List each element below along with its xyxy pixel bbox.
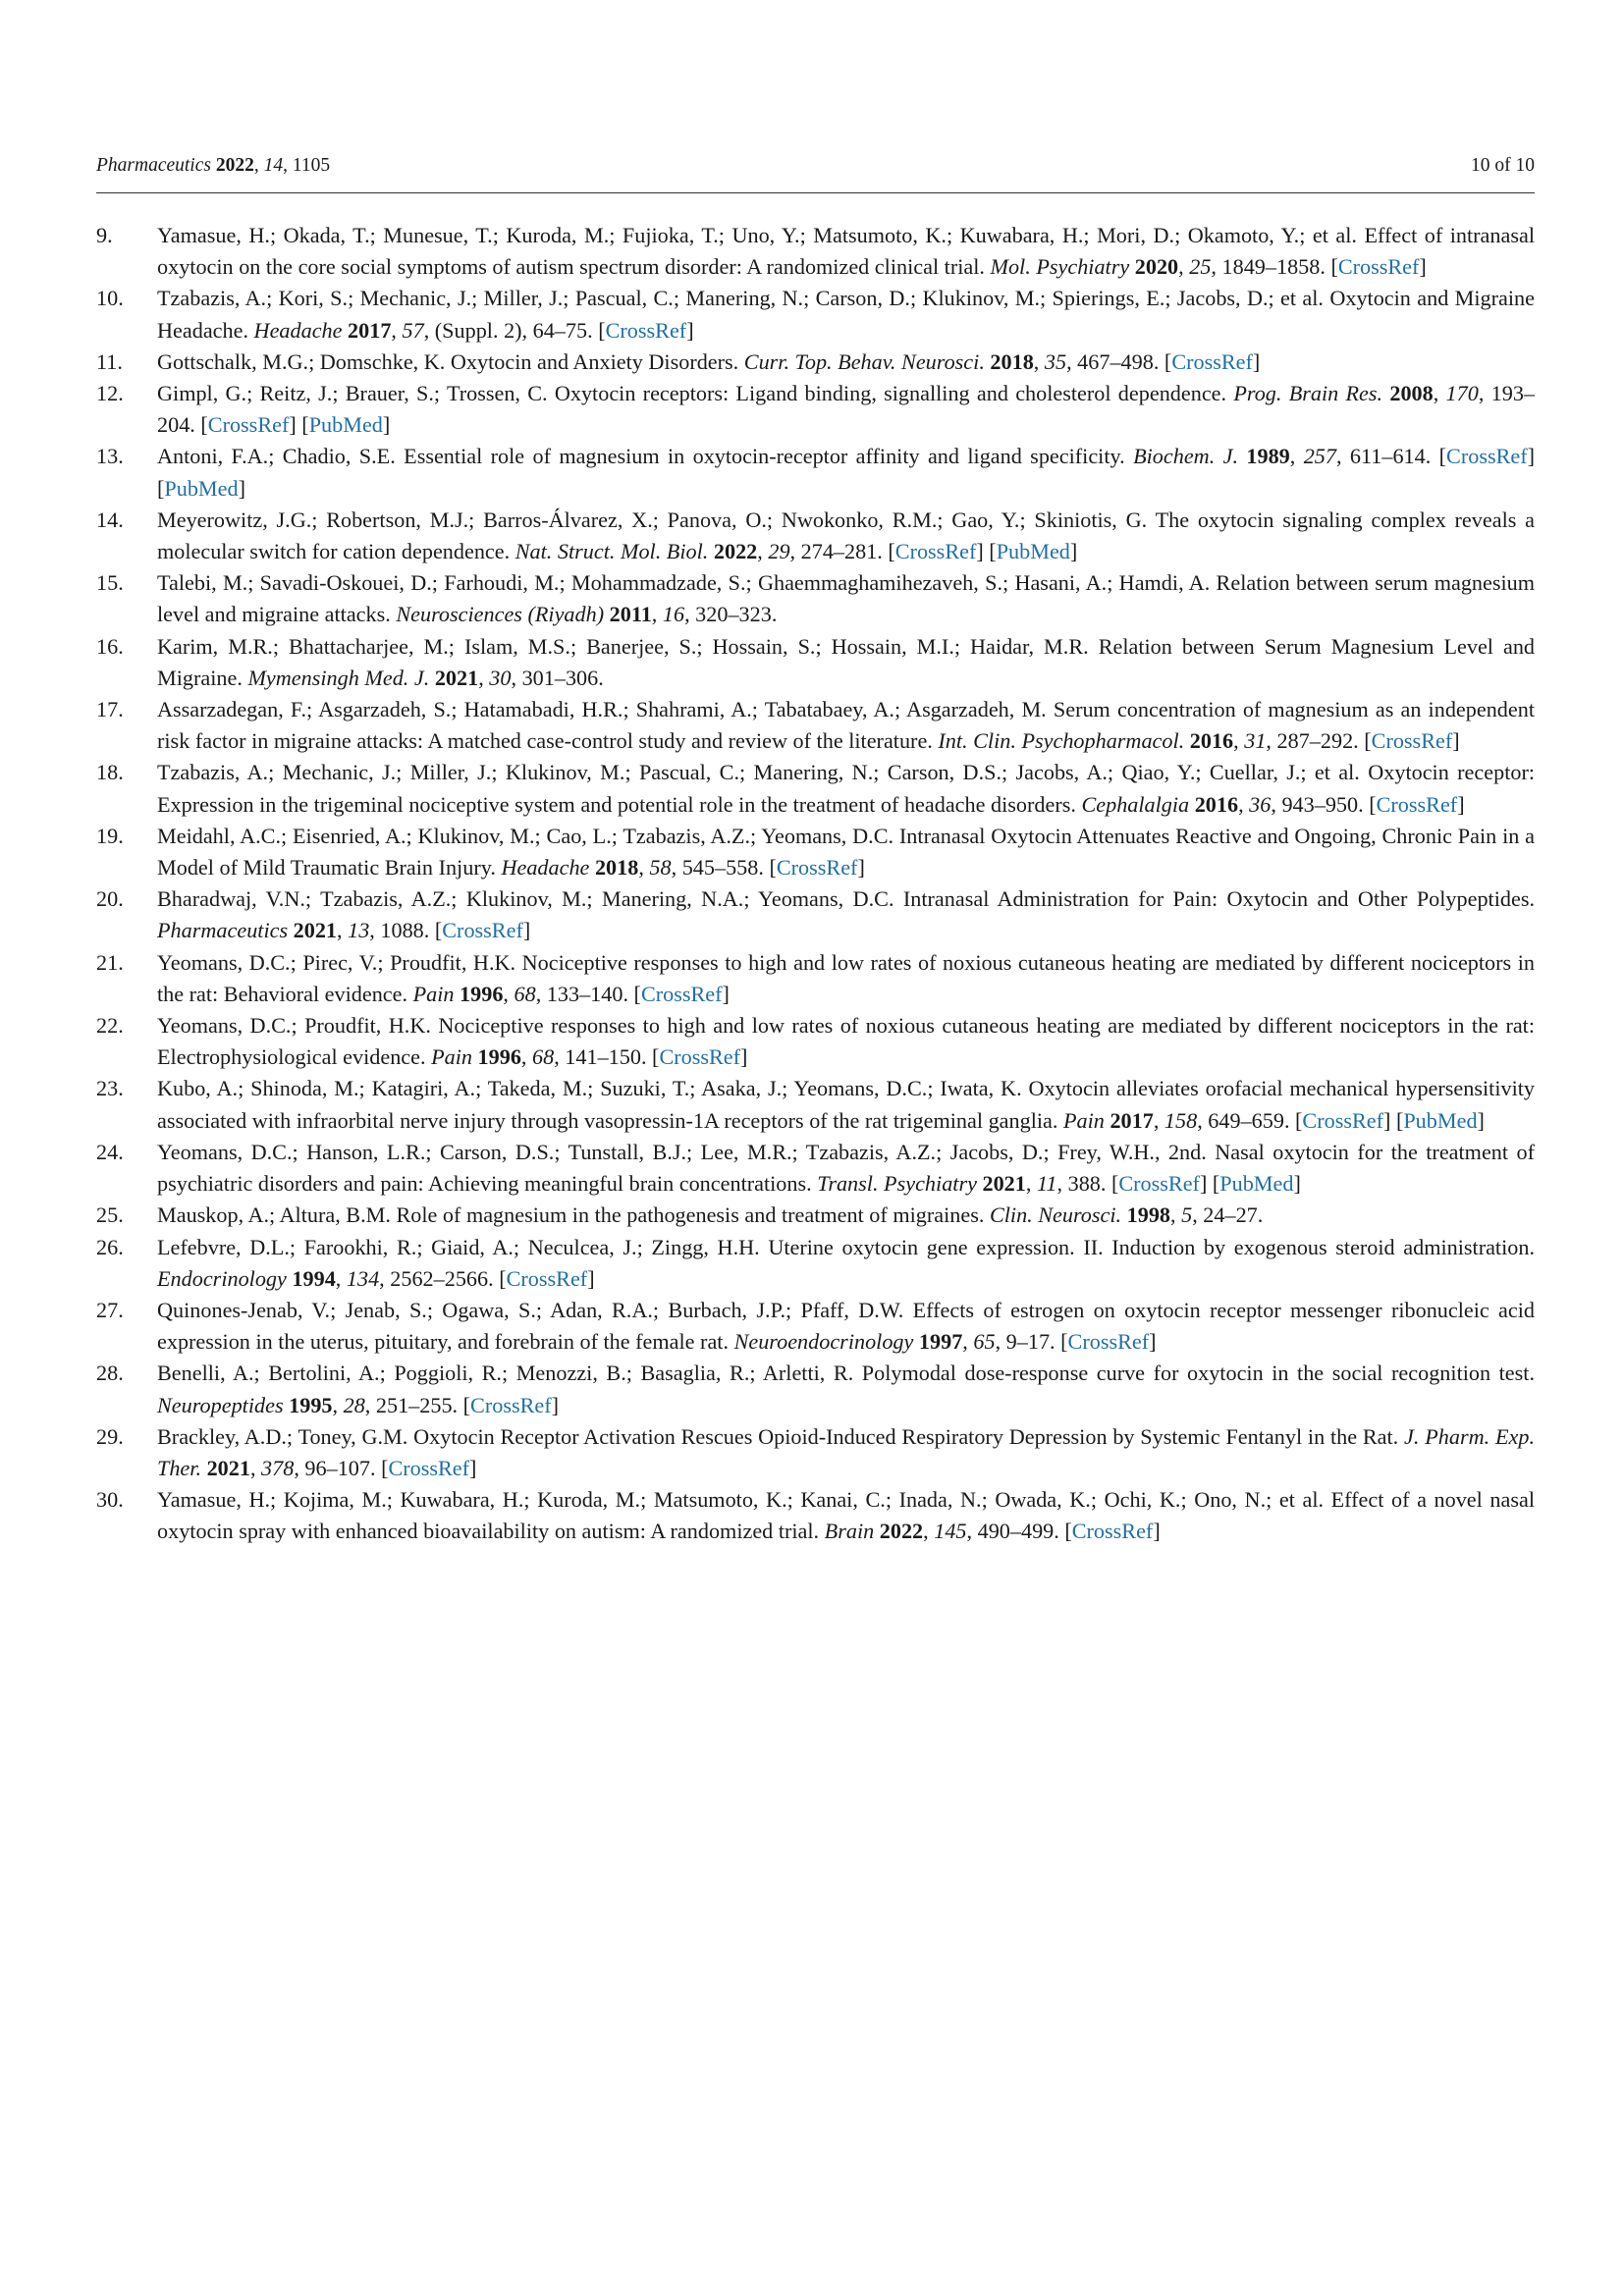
link-crossref[interactable]: CrossRef <box>1067 1329 1150 1355</box>
reference-title: Oxytocin alleviates orofacial mechanical hypersensitivity associated with infraorbital nerve injury through vasopressin-1A receptors of the rat trigeminal ganglia. <box>157 1076 1535 1133</box>
reference-item: 13. Antoni, F.A.; Chadio, S.E. Essential role of magnesium in oxytocin-receptor affinity and ligand specificity. Biochem. J. 1989, 257, 611–614. [CrossRef] [PubMed] <box>96 441 1535 504</box>
reference-authors: Brackley, A.D.; Toney, G.M. <box>157 1423 408 1449</box>
reference-links: [CrossRef] [PubMed] <box>157 444 1536 501</box>
reference-year: 2021 <box>982 1171 1026 1197</box>
journal-volume: 14 <box>263 155 284 176</box>
reference-journal: Nat. Struct. Mol. Biol. <box>514 539 709 564</box>
reference-journal: Biochem. J. <box>1133 444 1239 469</box>
reference-volume: 257 <box>1303 444 1336 469</box>
reference-pages: (Suppl. 2), 64–75. <box>434 317 593 343</box>
reference-year: 2017 <box>1110 1107 1154 1133</box>
reference-authors: Tzabazis, A.; Mechanic, J.; Miller, J.; Klukinov, M.; Pascual, C.; Manering, N.; Carson, D.S.; Jacobs, A.; Qiao, Y.; Cuellar, J.; et al. <box>157 760 1360 785</box>
reference-number: 17. <box>96 697 124 722</box>
reference-authors: Yeomans, D.C.; Pirec, V.; Proudfit, H.K. <box>157 949 516 975</box>
reference-authors: Kubo, A.; Shinoda, M.; Katagiri, A.; Takeda, M.; Suzuki, T.; Asaka, J.; Yeomans, D.C.; Iwata, K. <box>157 1076 1022 1101</box>
reference-number: 15. <box>96 570 124 596</box>
link-pubmed[interactable]: PubMed <box>1219 1171 1294 1197</box>
reference-authors: Talebi, M.; Savadi-Oskouei, D.; Farhoudi, M.; Mohammadzade, S.; Ghaemmaghamihezaveh, S.; Hasani, A.; Hamdi, A. <box>157 570 1211 596</box>
reference-volume: 134 <box>346 1265 380 1291</box>
reference-item: 18. Tzabazis, A.; Mechanic, J.; Miller, J.; Klukinov, M.; Pascual, C.; Manering, N.; Carson, D.S.; Jacobs, A.; Qiao, Y.; Cuellar, J.; et al. Oxytocin receptor: Expression in the trigeminal nociceptive system and potential role in the treatment of headache disorders. Cephalalgia 2016, 36, 943–950. [CrossRef] <box>96 757 1535 820</box>
reference-number: 21. <box>96 949 124 975</box>
reference-number: 28. <box>96 1361 124 1386</box>
reference-journal: Clin. Neurosci. <box>989 1202 1122 1228</box>
reference-year: 2022 <box>879 1519 924 1544</box>
reference-journal: Neuropeptides <box>157 1392 284 1417</box>
link-pubmed[interactable]: PubMed <box>164 475 239 501</box>
reference-journal: Headache <box>501 855 590 881</box>
reference-authors: Karim, M.R.; Bhattacharjee, M.; Islam, M.S.; Banerjee, S.; Hossain, S.; Hossain, M.I.; Haidar, M.R. <box>157 633 1089 659</box>
reference-volume: 65 <box>973 1329 996 1355</box>
reference-title: Essential role of magnesium in oxytocin-receptor affinity and ligand specificity. <box>404 444 1125 469</box>
link-crossref[interactable]: CrossRef <box>506 1265 588 1291</box>
reference-journal: Neuroendocrinology <box>733 1329 914 1355</box>
reference-pages: 251–255. <box>375 1392 459 1417</box>
reference-title: Oxytocin and Anxiety Disorders. <box>450 348 739 374</box>
reference-item: 17. Assarzadegan, F.; Asgarzadeh, S.; Hatamabadi, H.R.; Shahrami, A.; Tabatabaey, A.; Asgarzadeh, M. Serum concentration of magnesium as an independent risk factor in migraine attacks: A matched case-control study and review of the literature. Int. Clin. Psychopharmacol. 2016, 31, 287–292. [CrossRef] <box>96 694 1535 757</box>
reference-item: 16. Karim, M.R.; Bhattacharjee, M.; Islam, M.S.; Banerjee, S.; Hossain, S.; Hossain, M.I.; Haidar, M.R. Relation between Serum Magnesium Level and Migraine. Mymensingh Med. J. 2021, 30, 301–306. <box>96 631 1535 694</box>
reference-volume: 5 <box>1181 1202 1193 1228</box>
link-crossref[interactable]: CrossRef <box>388 1455 470 1480</box>
reference-volume: 25 <box>1189 254 1212 280</box>
reference-number: 18. <box>96 760 124 785</box>
reference-number: 30. <box>96 1487 124 1513</box>
reference-title: Nociceptive responses to high and low rates of noxious cutaneous heating are mediated by different nociceptors in the rat: Behavioral evidence. <box>157 949 1536 1006</box>
reference-authors: Assarzadegan, F.; Asgarzadeh, S.; Hatamabadi, H.R.; Shahrami, A.; Tabatabaey, A.; Asgarzadeh, M. <box>157 697 1047 722</box>
link-crossref[interactable]: CrossRef <box>1371 728 1453 754</box>
reference-year: 2011 <box>609 602 652 627</box>
reference-title: Effect of a novel nasal oxytocin spray with enhanced bioavailability on autism: A randomized trial. <box>157 1487 1535 1544</box>
reference-number: 24. <box>96 1139 124 1164</box>
reference-title: Effect of intranasal oxytocin on the core social symptoms of autism spectrum disorder: A randomized clinical trial. <box>157 223 1535 280</box>
reference-volume: 170 <box>1445 381 1479 406</box>
link-crossref[interactable]: CrossRef <box>442 918 523 943</box>
reference-pages: 193–204. <box>157 381 1536 438</box>
reference-pages: 141–150. <box>565 1044 647 1070</box>
reference-pages: 388. <box>1067 1171 1107 1197</box>
reference-item: 11. Gottschalk, M.G.; Domschke, K. Oxytocin and Anxiety Disorders. Curr. Top. Behav. Neurosci. 2018, 35, 467–498. [CrossRef] <box>96 347 1535 378</box>
journal-name: Pharmaceutics <box>96 155 211 176</box>
reference-item: 22. Yeomans, D.C.; Proudfit, H.K. Nociceptive responses to high and low rates of noxious cutaneous heating are mediated by different nociceptors in the rat: Electrophysiological evidence. Pain 1996, 68, 141–150. [CrossRef] <box>96 1010 1535 1073</box>
reference-volume: 378 <box>261 1455 295 1480</box>
reference-volume: 11 <box>1036 1171 1057 1197</box>
reference-year: 1997 <box>918 1329 963 1355</box>
reference-authors: Yeomans, D.C.; Hanson, L.R.; Carson, D.S.; Tunstall, B.J.; Lee, M.R.; Tzabazis, A.Z.; Jacobs, D.; Frey, W.H., 2nd. <box>157 1139 1207 1164</box>
reference-title: Uterine oxytocin gene expression. II. Induction by exogenous steroid administration. <box>768 1234 1535 1259</box>
reference-year: 2021 <box>434 665 479 690</box>
reference-number: 20. <box>96 886 124 912</box>
reference-links: [CrossRef] <box>1159 348 1261 374</box>
reference-journal: Prog. Brain Res. <box>1233 381 1383 406</box>
reference-year: 2020 <box>1134 254 1179 280</box>
reference-pages: 301–306. <box>521 665 604 690</box>
reference-authors: Bharadwaj, V.N.; Tzabazis, A.Z.; Klukinov, M.; Manering, N.A.; Yeomans, D.C. <box>157 886 894 912</box>
link-crossref[interactable]: CrossRef <box>1337 254 1420 280</box>
reference-number: 26. <box>96 1234 124 1259</box>
journal-citation: Pharmaceutics 2022, 14, 1105 <box>96 155 331 176</box>
reference-item: 24. Yeomans, D.C.; Hanson, L.R.; Carson, D.S.; Tunstall, B.J.; Lee, M.R.; Tzabazis, A.Z.; Jacobs, D.; Frey, W.H., 2nd. Nasal oxytocin for the treatment of psychiatric disorders and pain: Achieving meaningful brain concentrations. Transl. Psychiatry 2021, 11, 388. [CrossRef] [PubMed] <box>96 1137 1535 1200</box>
reference-item: 23. Kubo, A.; Shinoda, M.; Katagiri, A.; Takeda, M.; Suzuki, T.; Asaka, J.; Yeomans, D.C.; Iwata, K. Oxytocin alleviates orofacial mechanical hypersensitivity associated with infraorbital nerve injury through vasopressin-1A receptors of the rat trigeminal ganglia. Pain 2017, 158, 649–659. [CrossRef] [PubMed] <box>96 1073 1535 1136</box>
reference-year: 2008 <box>1389 381 1434 406</box>
reference-number: 16. <box>96 633 124 659</box>
reference-title: Oxytocin receptors: Ligand binding, signalling and cholesterol dependence. <box>554 381 1227 406</box>
reference-volume: 29 <box>768 539 790 564</box>
reference-number: 11. <box>96 348 123 374</box>
reference-year: 2017 <box>348 317 392 343</box>
reference-title: Oxytocin receptor: Expression in the trigeminal nociceptive system and potential role in the treatment of headache disorders. <box>157 760 1536 817</box>
link-pubmed[interactable]: PubMed <box>308 412 383 438</box>
reference-pages: 943–950. <box>1281 791 1364 817</box>
link-crossref[interactable]: CrossRef <box>470 1392 552 1417</box>
reference-title: Relation between serum magnesium level and migraine attacks. <box>157 570 1536 627</box>
link-pubmed[interactable]: PubMed <box>996 539 1070 564</box>
article-number: 1105 <box>292 155 331 176</box>
reference-pages: 545–558. <box>681 855 764 881</box>
header-rule <box>96 192 1535 193</box>
reference-number: 25. <box>96 1202 124 1228</box>
link-crossref[interactable]: CrossRef <box>207 412 290 438</box>
reference-authors: Tzabazis, A.; Kori, S.; Mechanic, J.; Miller, J.; Pascual, C.; Manering, N.; Carson, D.; Klukinov, M.; Spierings, E.; Jacobs, D.; et al. <box>157 286 1324 311</box>
reference-links: [CrossRef] <box>646 1044 748 1070</box>
reference-volume: 145 <box>934 1519 967 1544</box>
reference-pages: 9–17. <box>1005 1329 1056 1355</box>
reference-number: 23. <box>96 1076 124 1101</box>
link-crossref[interactable]: CrossRef <box>640 981 723 1006</box>
reference-authors: Yeomans, D.C.; Proudfit, H.K. <box>157 1013 431 1039</box>
reference-pages: 467–498. <box>1077 348 1160 374</box>
reference-volume: 28 <box>343 1392 365 1417</box>
reference-journal: Brain <box>824 1519 875 1544</box>
reference-authors: Meidahl, A.C.; Eisenried, A.; Klukinov, M.; Cao, L.; Tzabazis, A.Z.; Yeomans, D.C. <box>157 823 894 848</box>
journal-year: 2022 <box>215 155 254 176</box>
reference-authors: Mauskop, A.; Altura, B.M. <box>157 1202 391 1228</box>
reference-authors: Quinones-Jenab, V.; Jenab, S.; Ogawa, S.; Adan, R.A.; Burbach, J.P.; Pfaff, D.W. <box>157 1297 904 1322</box>
reference-item: 27. Quinones-Jenab, V.; Jenab, S.; Ogawa, S.; Adan, R.A.; Burbach, J.P.; Pfaff, D.W. Effects of estrogen on oxytocin receptor messenger ribonucleic acid expression in the uterus, pituitary, and forebrain of the female rat. Neuroendocrinology 1997, 65, 9–17. [CrossRef] <box>96 1295 1535 1358</box>
reference-item: 28. Benelli, A.; Bertolini, A.; Poggioli, R.; Menozzi, B.; Basaglia, R.; Arletti, R. Polymodal dose-response curve for oxytocin in the social recognition test. Neuropeptides 1995, 28, 251–255. [CrossRef] <box>96 1358 1535 1420</box>
reference-item: 26. Lefebvre, D.L.; Farookhi, R.; Giaid, A.; Neculcea, J.; Zingg, H.H. Uterine oxytocin gene expression. II. Induction by exogenous steroid administration. Endocrinology 1994, 134, 2562–2566. [CrossRef] <box>96 1232 1535 1295</box>
reference-journal: Headache <box>253 317 343 343</box>
reference-year: 1995 <box>289 1392 333 1417</box>
reference-year: 1989 <box>1246 444 1290 469</box>
reference-journal: Cephalalgia <box>1081 791 1190 817</box>
reference-item: 20. Bharadwaj, V.N.; Tzabazis, A.Z.; Klukinov, M.; Manering, N.A.; Yeomans, D.C. Intranasal Administration for Pain: Oxytocin and Other Polypeptides. Pharmaceutics 2021, 13, 1088. [CrossRef] <box>96 883 1535 946</box>
reference-item: 25. Mauskop, A.; Altura, B.M. Role of magnesium in the pathogenesis and treatment of migraines. Clin. Neurosci. 1998, 5, 24–27. <box>96 1200 1535 1231</box>
reference-links: [CrossRef] <box>628 981 730 1006</box>
reference-links: [CrossRef] [PubMed] <box>1289 1107 1485 1133</box>
reference-links: [CrossRef] <box>763 855 865 881</box>
reference-title: Nasal oxytocin for the treatment of psychiatric disorders and pain: Achieving meaningful brain concentrations. <box>157 1139 1535 1197</box>
reference-journal: Pain <box>431 1044 472 1070</box>
reference-title: Nociceptive responses to high and low rates of noxious cutaneous heating are mediated by different nociceptors in the rat: Electrophysiological evidence. <box>157 1013 1536 1070</box>
reference-number: 19. <box>96 823 124 848</box>
link-crossref[interactable]: CrossRef <box>1118 1171 1200 1197</box>
reference-item: 30. Yamasue, H.; Kojima, M.; Kuwabara, H.; Kuroda, M.; Matsumoto, K.; Kanai, C.; Inada, N.; Owada, K.; Ochi, K.; Ono, N.; et al. Effect of a novel nasal oxytocin spray with enhanced bioavailability on autism: A randomized trial. Brain 2022, 145, 490–499. [CrossRef] <box>96 1484 1535 1547</box>
reference-authors: Benelli, A.; Bertolini, A.; Poggioli, R.; Menozzi, B.; Basaglia, R.; Arletti, R. <box>157 1361 854 1386</box>
reference-pages: 490–499. <box>977 1519 1059 1544</box>
reference-item: 12. Gimpl, G.; Reitz, J.; Brauer, S.; Trossen, C. Oxytocin receptors: Ligand binding, signalling and cholesterol dependence. Prog. Brain Res. 2008, 170, 193–204. [CrossRef] [PubMed] <box>96 378 1535 441</box>
reference-links: [CrossRef] [PubMed] <box>882 539 1078 564</box>
reference-year: 1996 <box>460 981 504 1006</box>
reference-item: 15. Talebi, M.; Savadi-Oskouei, D.; Farhoudi, M.; Mohammadzade, S.; Ghaemmaghamihezaveh, S.; Hasani, A.; Hamdi, A. Relation between serum magnesium level and migraine attacks. Neurosciences (Riyadh) 2011, 16, 320–323. <box>96 567 1535 630</box>
reference-links: [CrossRef] <box>458 1392 560 1417</box>
reference-year: 2018 <box>990 348 1034 374</box>
reference-pages: 133–140. <box>546 981 628 1006</box>
reference-journal: Neurosciences (Riyadh) <box>396 602 605 627</box>
reference-links: [CrossRef] <box>429 918 531 943</box>
reference-volume: 158 <box>1164 1107 1198 1133</box>
reference-number: 14. <box>96 507 124 532</box>
reference-links: [CrossRef] [PubMed] <box>194 412 391 438</box>
reference-year: 1998 <box>1126 1202 1171 1228</box>
reference-journal: Mymensingh Med. J. <box>247 665 430 690</box>
reference-links: [CrossRef] <box>1058 1519 1161 1544</box>
reference-title: Role of magnesium in the pathogenesis and treatment of migraines. <box>396 1202 985 1228</box>
link-crossref[interactable]: CrossRef <box>894 539 977 564</box>
reference-journal: Pharmaceutics <box>157 918 289 943</box>
reference-authors: Gottschalk, M.G.; Domschke, K. <box>157 348 446 374</box>
reference-pages: 96–107. <box>304 1455 376 1480</box>
reference-journal: Curr. Top. Behav. Neurosci. <box>743 348 985 374</box>
reference-pages: 274–281. <box>800 539 883 564</box>
page-number: 10 of 10 <box>1471 155 1535 176</box>
reference-links: [CrossRef] <box>375 1455 477 1480</box>
reference-item: 14. Meyerowitz, J.G.; Robertson, M.J.; Barros-Álvarez, X.; Panova, O.; Nwokonko, R.M.; Gao, Y.; Skiniotis, G. The oxytocin signaling complex reveals a molecular switch for cation dependence. Nat. Struct. Mol. Biol. 2022, 29, 274–281. [CrossRef] [PubMed] <box>96 505 1535 567</box>
reference-item: 10. Tzabazis, A.; Kori, S.; Mechanic, J.; Miller, J.; Pascual, C.; Manering, N.; Carson, D.; Klukinov, M.; Spierings, E.; Jacobs, D.; et al. Oxytocin and Migraine Headache. Headache 2017, 57, (Suppl. 2), 64–75. [CrossRef] <box>96 283 1535 346</box>
reference-number: 29. <box>96 1423 124 1449</box>
reference-journal: Pain <box>412 981 455 1006</box>
reference-authors: Yamasue, H.; Kojima, M.; Kuwabara, H.; Kuroda, M.; Matsumoto, K.; Kanai, C.; Inada, N.; Owada, K.; Ochi, K.; Ono, N.; et al. <box>157 1487 1325 1513</box>
reference-title: Effects of estrogen on oxytocin receptor messenger ribonucleic acid expression in the uterus, pituitary, and forebrain of the female rat. <box>157 1297 1536 1355</box>
reference-volume: 13 <box>348 918 370 943</box>
reference-authors: Gimpl, G.; Reitz, J.; Brauer, S.; Trossen, C. <box>157 381 548 406</box>
reference-volume: 35 <box>1044 348 1067 374</box>
reference-journal: Endocrinology <box>157 1265 287 1291</box>
reference-title: Polymodal dose-response curve for oxytocin in the social recognition test. <box>861 1361 1535 1386</box>
reference-year: 1996 <box>477 1044 521 1070</box>
reference-number: 13. <box>96 444 124 469</box>
reference-title: Serum concentration of magnesium as an independent risk factor in migraine attacks: A matched case-control study and review of the literature. <box>157 697 1535 754</box>
link-crossref[interactable]: CrossRef <box>659 1044 741 1070</box>
reference-year: 2016 <box>1194 791 1239 817</box>
reference-journal: Int. Clin. Psychopharmacol. <box>938 728 1185 754</box>
reference-volume: 16 <box>662 602 685 627</box>
reference-number: 12. <box>96 381 124 406</box>
reference-volume: 68 <box>532 1044 555 1070</box>
reference-year: 2018 <box>594 855 639 881</box>
reference-pages: 320–323. <box>695 602 778 627</box>
reference-volume: 57 <box>402 317 424 343</box>
reference-volume: 58 <box>649 855 672 881</box>
link-pubmed[interactable]: PubMed <box>1403 1107 1478 1133</box>
reference-list <box>96 220 1535 1548</box>
reference-links: [CrossRef] <box>592 317 694 343</box>
reference-number: 22. <box>96 1013 124 1039</box>
reference-pages: 1088. <box>380 918 430 943</box>
link-crossref[interactable]: CrossRef <box>776 855 858 881</box>
reference-year: 1994 <box>292 1265 336 1291</box>
reference-volume: 31 <box>1244 728 1267 754</box>
reference-links: [CrossRef] <box>1358 728 1460 754</box>
reference-item: 29. Brackley, A.D.; Toney, G.M. Oxytocin Receptor Activation Rescues Opioid-Induced Respiratory Depression by Systemic Fentanyl in the Rat. J. Pharm. Exp. Ther. 2021, 378, 96–107. [CrossRef] <box>96 1421 1535 1484</box>
reference-pages: 287–292. <box>1276 728 1359 754</box>
reference-journal: Pain <box>1062 1107 1105 1133</box>
reference-links: [CrossRef] <box>493 1265 595 1291</box>
reference-links: [CrossRef] <box>1055 1329 1157 1355</box>
reference-title: Oxytocin and Migraine Headache. <box>157 286 1535 343</box>
reference-number: 27. <box>96 1297 124 1322</box>
reference-authors: Yamasue, H.; Okada, T.; Munesue, T.; Kuroda, M.; Fujioka, T.; Uno, Y.; Matsumoto, K.; Kuwabara, H.; Mori, D.; Okamoto, Y.; et al. <box>157 223 1357 247</box>
reference-volume: 30 <box>489 665 512 690</box>
reference-number: 10. <box>96 286 124 311</box>
link-crossref[interactable]: CrossRef <box>1376 791 1458 817</box>
reference-year: 2021 <box>206 1455 250 1480</box>
reference-item: 21. Yeomans, D.C.; Pirec, V.; Proudfit, H.K. Nociceptive responses to high and low rates of noxious cutaneous heating are mediated by different nociceptors in the rat: Behavioral evidence. Pain 1996, 68, 133–140. [CrossRef] <box>96 947 1535 1010</box>
link-crossref[interactable]: CrossRef <box>1071 1519 1154 1544</box>
reference-title: Intranasal Administration for Pain: Oxytocin and Other Polypeptides. <box>902 886 1536 912</box>
link-crossref[interactable]: CrossRef <box>605 317 687 343</box>
reference-title: Relation between Serum Magnesium Level and Migraine. <box>157 633 1536 690</box>
reference-pages: 649–659. <box>1208 1107 1290 1133</box>
link-crossref[interactable]: CrossRef <box>1171 348 1253 374</box>
reference-title: The oxytocin signaling complex reveals a molecular switch for cation dependence. <box>157 507 1535 564</box>
reference-links: [CrossRef] [PubMed] <box>1106 1171 1301 1197</box>
reference-year: 2016 <box>1189 728 1234 754</box>
reference-item: 9. Yamasue, H.; Okada, T.; Munesue, T.; Kuroda, M.; Fujioka, T.; Uno, Y.; Matsumoto, K.; Kuwabara, H.; Mori, D.; Okamoto, Y.; et al. Effect of intranasal oxytocin on the core social symptoms of autism spectrum disorder: A randomized clinical trial. Mol. Psychiatry 2020, 25, 1849–1858. [CrossRef] <box>96 220 1535 283</box>
reference-authors: Lefebvre, D.L.; Farookhi, R.; Giaid, A.; Neculcea, J.; Zingg, H.H. <box>157 1234 760 1259</box>
reference-year: 2021 <box>293 918 338 943</box>
reference-authors: Antoni, F.A.; Chadio, S.E. <box>157 444 396 469</box>
reference-authors: Meyerowitz, J.G.; Robertson, M.J.; Barros-Álvarez, X.; Panova, O.; Nwokonko, R.M.; Gao, Y.; Skiniotis, G. <box>157 507 1148 532</box>
reference-title: Oxytocin Receptor Activation Rescues Opioid-Induced Respiratory Depression by Systemic Fentanyl in the Rat. <box>413 1423 1399 1449</box>
reference-pages: 24–27. <box>1203 1202 1264 1228</box>
reference-links: [CrossRef] <box>1325 254 1427 280</box>
running-header <box>96 151 1535 181</box>
reference-pages: 611–614. <box>1349 444 1432 469</box>
reference-year: 2022 <box>713 539 758 564</box>
reference-item: 19. Meidahl, A.C.; Eisenried, A.; Klukinov, M.; Cao, L.; Tzabazis, A.Z.; Yeomans, D.C. Intranasal Oxytocin Attenuates Reactive and Ongoing, Chronic Pain in a Model of Mild Traumatic Brain Injury. Headache 2018, 58, 545–558. [CrossRef] <box>96 821 1535 883</box>
reference-pages: 2562–2566. <box>390 1265 494 1291</box>
reference-journal: J. Pharm. Exp. Ther. <box>157 1423 1535 1480</box>
reference-journal: Transl. Psychiatry <box>817 1171 977 1197</box>
reference-pages: 1849–1858. <box>1221 254 1326 280</box>
reference-volume: 36 <box>1249 791 1272 817</box>
link-crossref[interactable]: CrossRef <box>1446 444 1528 469</box>
reference-journal: Mol. Psychiatry <box>990 254 1130 280</box>
link-crossref[interactable]: CrossRef <box>1302 1107 1384 1133</box>
reference-links: [CrossRef] <box>1363 791 1465 817</box>
reference-title: Intranasal Oxytocin Attenuates Reactive and Ongoing, Chronic Pain in a Model of Mild Traumatic Brain Injury. <box>157 823 1536 881</box>
reference-number: 9. <box>96 223 113 247</box>
reference-volume: 68 <box>514 981 536 1006</box>
